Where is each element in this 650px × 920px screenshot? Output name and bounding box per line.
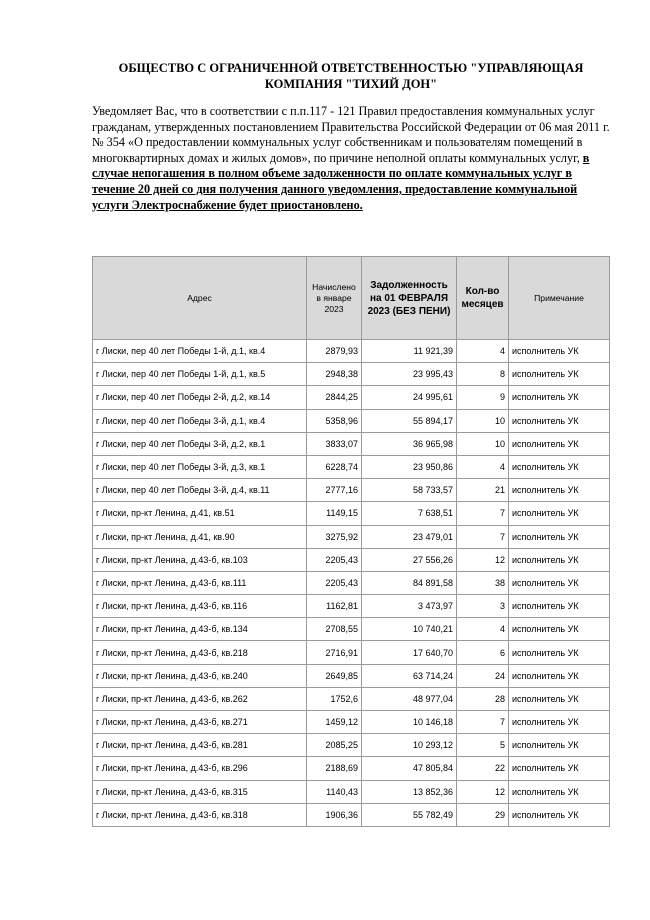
header-debt: Задолженность на 01 ФЕВРАЛЯ 2023 (БЕЗ ПЕНИ) bbox=[362, 257, 457, 340]
table-row bbox=[93, 803, 610, 826]
cell-address: г Лиски, пер 40 лет Победы 3-й, д.4, кв.11 bbox=[93, 479, 307, 502]
notice-text: Уведомляет Вас, что в соответствии с п.п.117 - 121 Правил предоставления коммунальных услуг гражданам, утвержденных постановлением Правительства Российской Федерации от 06 мая 2011 г. № 354 «О предоставлении коммунальных услуг собственникам и пользователям помещений в многоквартирных домах и жилых домов», по причине неполной оплаты коммунальных услуг, bbox=[92, 104, 610, 165]
table-row bbox=[93, 340, 610, 363]
cell-address: г Лиски, пр-кт Ленина, д.43-б, кв.111 bbox=[93, 571, 307, 594]
cell-months: 7 bbox=[457, 502, 509, 525]
cell-note: исполнитель УК bbox=[509, 641, 610, 664]
cell-charged: 2205,43 bbox=[307, 571, 362, 594]
cell-address: г Лиски, пр-кт Ленина, д.43-б, кв.240 bbox=[93, 664, 307, 687]
cell-months: 12 bbox=[457, 780, 509, 803]
cell-charged: 2205,43 bbox=[307, 548, 362, 571]
notice-emphasis: в случае непогашения в полном объеме задолженности по оплате коммунальных услуг в течение 20 дней со дня получения данного уведомления, предоставление коммунальной услуги Электроснабжение будет приостановлено. bbox=[92, 150, 590, 212]
cell-note: исполнитель УК bbox=[509, 780, 610, 803]
cell-address: г Лиски, пер 40 лет Победы 1-й, д.1, кв.5 bbox=[93, 363, 307, 386]
cell-debt: 10 146,18 bbox=[362, 711, 457, 734]
cell-months: 29 bbox=[457, 803, 509, 826]
cell-note: исполнитель УК bbox=[509, 711, 610, 734]
cell-months: 4 bbox=[457, 455, 509, 478]
cell-address: г Лиски, пер 40 лет Победы 2-й, д.2, кв.14 bbox=[93, 386, 307, 409]
cell-debt: 36 965,98 bbox=[362, 432, 457, 455]
cell-note: исполнитель УК bbox=[509, 455, 610, 478]
table-row bbox=[93, 548, 610, 571]
cell-address: г Лиски, пр-кт Ленина, д.43-б, кв.262 bbox=[93, 687, 307, 710]
table-row bbox=[93, 711, 610, 734]
cell-debt: 58 733,57 bbox=[362, 479, 457, 502]
cell-note: исполнитель УК bbox=[509, 571, 610, 594]
cell-charged: 1459,12 bbox=[307, 711, 362, 734]
cell-address: г Лиски, пр-кт Ленина, д.43-б, кв.116 bbox=[93, 595, 307, 618]
cell-address: г Лиски, пр-кт Ленина, д.43-б, кв.271 bbox=[93, 711, 307, 734]
cell-debt: 63 714,24 bbox=[362, 664, 457, 687]
cell-months: 21 bbox=[457, 479, 509, 502]
table-row bbox=[93, 525, 610, 548]
cell-debt: 23 479,01 bbox=[362, 525, 457, 548]
cell-debt: 13 852,36 bbox=[362, 780, 457, 803]
cell-charged: 2188,69 bbox=[307, 757, 362, 780]
table-row bbox=[93, 595, 610, 618]
header-months: Кол-во месяцев bbox=[457, 257, 509, 340]
cell-debt: 55 782,49 bbox=[362, 803, 457, 826]
cell-months: 8 bbox=[457, 363, 509, 386]
cell-note: исполнитель УК bbox=[509, 595, 610, 618]
cell-address: г Лиски, пр-кт Ленина, д.43-б, кв.315 bbox=[93, 780, 307, 803]
header-charged: Начислено в январе 2023 bbox=[307, 257, 362, 340]
cell-charged: 3275,92 bbox=[307, 525, 362, 548]
table-row bbox=[93, 687, 610, 710]
cell-charged: 2777,16 bbox=[307, 479, 362, 502]
cell-months: 6 bbox=[457, 641, 509, 664]
cell-charged: 2085,25 bbox=[307, 734, 362, 757]
cell-debt: 10 293,12 bbox=[362, 734, 457, 757]
cell-charged: 1140,43 bbox=[307, 780, 362, 803]
cell-months: 10 bbox=[457, 409, 509, 432]
cell-note: исполнитель УК bbox=[509, 618, 610, 641]
cell-address: г Лиски, пр-кт Ленина, д.43-б, кв.296 bbox=[93, 757, 307, 780]
cell-debt: 3 473,97 bbox=[362, 595, 457, 618]
cell-debt: 47 805,84 bbox=[362, 757, 457, 780]
cell-debt: 23 950,86 bbox=[362, 455, 457, 478]
cell-address: г Лиски, пр-кт Ленина, д.43-б, кв.134 bbox=[93, 618, 307, 641]
header-note: Примечание bbox=[509, 257, 610, 340]
table-row bbox=[93, 479, 610, 502]
cell-debt: 55 894,17 bbox=[362, 409, 457, 432]
debt-table bbox=[92, 256, 610, 827]
cell-charged: 3833,07 bbox=[307, 432, 362, 455]
table-row bbox=[93, 641, 610, 664]
cell-months: 24 bbox=[457, 664, 509, 687]
cell-address: г Лиски, пр-кт Ленина, д.41, кв.51 bbox=[93, 502, 307, 525]
cell-note: исполнитель УК bbox=[509, 502, 610, 525]
cell-months: 7 bbox=[457, 525, 509, 548]
cell-debt: 24 995,61 bbox=[362, 386, 457, 409]
table-row bbox=[93, 780, 610, 803]
cell-note: исполнитель УК bbox=[509, 479, 610, 502]
table-row bbox=[93, 757, 610, 780]
cell-debt: 17 640,70 bbox=[362, 641, 457, 664]
cell-charged: 2716,91 bbox=[307, 641, 362, 664]
notice-paragraph bbox=[92, 104, 610, 213]
cell-note: исполнитель УК bbox=[509, 548, 610, 571]
cell-address: г Лиски, пер 40 лет Победы 3-й, д.3, кв.1 bbox=[93, 455, 307, 478]
cell-charged: 1162,81 bbox=[307, 595, 362, 618]
cell-debt: 84 891,58 bbox=[362, 571, 457, 594]
table-row bbox=[93, 502, 610, 525]
cell-debt: 27 556,26 bbox=[362, 548, 457, 571]
cell-note: исполнитель УК bbox=[509, 734, 610, 757]
cell-months: 22 bbox=[457, 757, 509, 780]
cell-charged: 6228,74 bbox=[307, 455, 362, 478]
cell-charged: 2844,25 bbox=[307, 386, 362, 409]
table-row bbox=[93, 409, 610, 432]
cell-charged: 2708,55 bbox=[307, 618, 362, 641]
cell-debt: 10 740,21 bbox=[362, 618, 457, 641]
cell-address: г Лиски, пер 40 лет Победы 3-й, д.2, кв.1 bbox=[93, 432, 307, 455]
cell-months: 5 bbox=[457, 734, 509, 757]
table-body bbox=[93, 340, 610, 827]
cell-note: исполнитель УК bbox=[509, 386, 610, 409]
table-row bbox=[93, 571, 610, 594]
cell-debt: 48 977,04 bbox=[362, 687, 457, 710]
cell-charged: 2948,38 bbox=[307, 363, 362, 386]
cell-months: 10 bbox=[457, 432, 509, 455]
table-row bbox=[93, 455, 610, 478]
table-header-row bbox=[93, 257, 610, 340]
cell-note: исполнитель УК bbox=[509, 803, 610, 826]
cell-address: г Лиски, пр-кт Ленина, д.43-б, кв.318 bbox=[93, 803, 307, 826]
cell-note: исполнитель УК bbox=[509, 664, 610, 687]
cell-months: 9 bbox=[457, 386, 509, 409]
cell-months: 28 bbox=[457, 687, 509, 710]
cell-debt: 7 638,51 bbox=[362, 502, 457, 525]
table-row bbox=[93, 618, 610, 641]
table-row bbox=[93, 432, 610, 455]
cell-address: г Лиски, пер 40 лет Победы 1-й, д.1, кв.4 bbox=[93, 340, 307, 363]
cell-months: 4 bbox=[457, 340, 509, 363]
cell-charged: 5358,96 bbox=[307, 409, 362, 432]
cell-debt: 23 995,43 bbox=[362, 363, 457, 386]
cell-charged: 2649,85 bbox=[307, 664, 362, 687]
cell-note: исполнитель УК bbox=[509, 525, 610, 548]
cell-address: г Лиски, пер 40 лет Победы 3-й, д.1, кв.4 bbox=[93, 409, 307, 432]
cell-note: исполнитель УК bbox=[509, 432, 610, 455]
cell-address: г Лиски, пр-кт Ленина, д.43-б, кв.103 bbox=[93, 548, 307, 571]
cell-note: исполнитель УК bbox=[509, 363, 610, 386]
cell-note: исполнитель УК bbox=[509, 340, 610, 363]
cell-months: 12 bbox=[457, 548, 509, 571]
table-row bbox=[93, 734, 610, 757]
cell-months: 7 bbox=[457, 711, 509, 734]
cell-charged: 1906,36 bbox=[307, 803, 362, 826]
table-row bbox=[93, 386, 610, 409]
cell-debt: 11 921,39 bbox=[362, 340, 457, 363]
cell-months: 4 bbox=[457, 618, 509, 641]
cell-months: 38 bbox=[457, 571, 509, 594]
cell-address: г Лиски, пр-кт Ленина, д.41, кв.90 bbox=[93, 525, 307, 548]
cell-charged: 2879,93 bbox=[307, 340, 362, 363]
cell-note: исполнитель УК bbox=[509, 687, 610, 710]
cell-address: г Лиски, пр-кт Ленина, д.43-б, кв.218 bbox=[93, 641, 307, 664]
company-title: ОБЩЕСТВО С ОГРАНИЧЕННОЙ ОТВЕТСТВЕННОСТЬЮ "УПРАВЛЯЮЩАЯ КОМПАНИЯ "ТИХИЙ ДОН" bbox=[118, 61, 584, 91]
cell-months: 3 bbox=[457, 595, 509, 618]
cell-note: исполнитель УК bbox=[509, 409, 610, 432]
table-row bbox=[93, 363, 610, 386]
cell-charged: 1149,15 bbox=[307, 502, 362, 525]
header-address: Адрес bbox=[93, 257, 307, 340]
cell-address: г Лиски, пр-кт Ленина, д.43-б, кв.281 bbox=[93, 734, 307, 757]
cell-note: исполнитель УК bbox=[509, 757, 610, 780]
cell-charged: 1752,6 bbox=[307, 687, 362, 710]
table-row bbox=[93, 664, 610, 687]
